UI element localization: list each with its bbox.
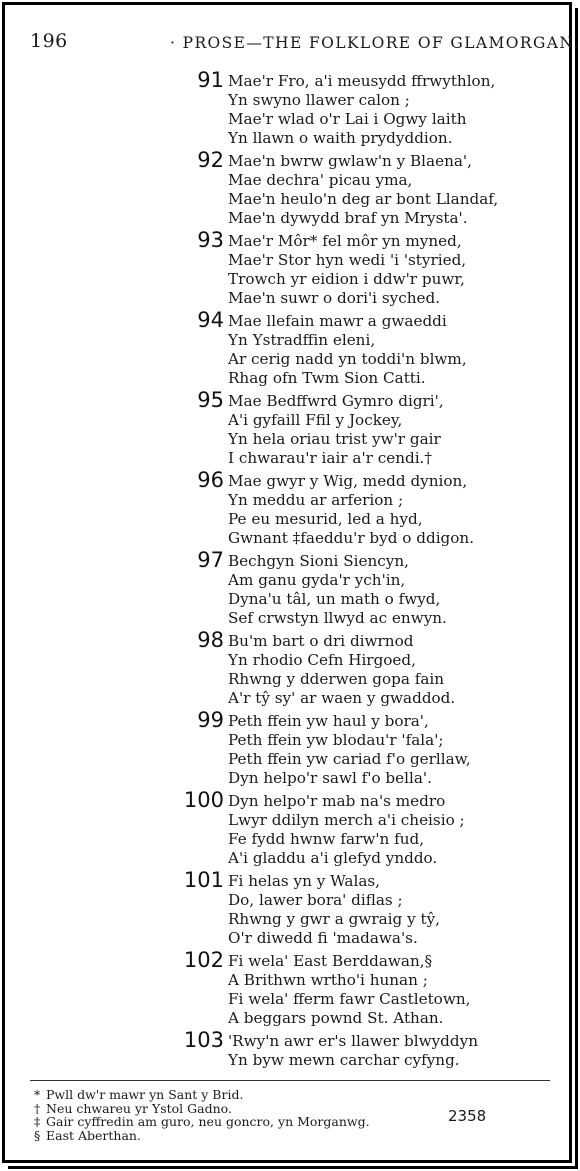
stanza-101: [0, 868, 580, 950]
verse-line: Peth ffein yw blodau'r 'fala';: [228, 731, 444, 749]
verse-line: Mae'n bwrw gwlaw'n y Blaena',: [228, 152, 472, 170]
verse-line: Fi helas yn y Walas,: [228, 872, 380, 890]
footnote-mark: †: [34, 1100, 41, 1116]
footnote-text: East Aberthan.: [46, 1127, 141, 1143]
stanza-100: [0, 788, 580, 870]
verse-line: Rhwng y dderwen gopa fain: [228, 670, 445, 688]
footnote: [34, 1129, 370, 1143]
verse-line: A'i gladdu a'i glefyd ynddo.: [228, 849, 438, 867]
footnote-text: Pwll dw'r mawr yn Sant y Brid.: [46, 1087, 244, 1102]
verse-line: A'i gyfaill Ffil y Jockey,: [228, 411, 403, 429]
verse-line: Am ganu gyda'r ych'in,: [228, 571, 406, 589]
verse-line: Peth ffein yw haul y bora',: [228, 712, 429, 730]
verse-line: Peth ffein yw cariad f'o gerllaw,: [228, 750, 471, 768]
verse-line: O'r diwedd fi 'madawa's.: [228, 929, 418, 947]
stanza-number: 98: [197, 628, 224, 652]
stanza-91: [0, 68, 580, 150]
stanza-number: 102: [183, 948, 224, 972]
verse-line: Mae gwyr y Wig, medd dynion,: [228, 472, 468, 490]
verse-line: Fi wela' fferm fawr Castletown,: [228, 990, 471, 1008]
verse-line: Bu'm bart o dri diwrnod: [228, 632, 414, 650]
stanza-number: 95: [197, 388, 224, 412]
verse-line: Mae Bedffwrd Gymro digri',: [228, 392, 444, 410]
stanza-102: [0, 948, 580, 1030]
footnotes: [34, 1088, 370, 1142]
verse-line: A'r tŷ sy' ar waen y gwaddod.: [228, 689, 456, 707]
stanza-95: [0, 388, 580, 470]
verse-line: Dyn helpo'r sawl f'o bella'.: [228, 769, 432, 787]
stanza-93: [0, 228, 580, 310]
verse-line: A Brithwn wrtho'i hunan ;: [228, 971, 428, 989]
verse-line: Rhag ofn Twm Sion Catti.: [228, 369, 426, 387]
verse-line: Dyn helpo'r mab na's medro: [228, 792, 446, 810]
stanza-number: 93: [197, 228, 224, 252]
verse-line: I chwarau'r iair a'r cendi.†: [228, 449, 432, 467]
verse-line: 'Rwy'n awr er's llawer blwyddyn: [228, 1032, 478, 1050]
verse-line: Yn swyno llawer calon ;: [228, 91, 410, 109]
stanza-number: 96: [197, 468, 224, 492]
verse-line: Yn hela oriau trist yw'r gair: [228, 430, 441, 448]
stanza-number: 100: [183, 788, 224, 812]
stanza-94: [0, 308, 580, 390]
stanza-number: 94: [197, 308, 224, 332]
footnote: [34, 1115, 370, 1129]
verse-line: Mae'n suwr o dori'i syched.: [228, 289, 441, 307]
verse-line: Ar cerig nadd yn toddi'n blwm,: [228, 350, 467, 368]
verse-line: Mae'n dywydd braf yn Mrysta'.: [228, 209, 468, 227]
verse-line: Sef crwstyn llwyd ac enwyn.: [228, 609, 447, 627]
footnote-text: Gair cyffredin am guro, neu goncro, yn Morganwg.: [46, 1114, 370, 1129]
footnote: [34, 1088, 370, 1102]
verse-line: Yn Ystradffin eleni,: [228, 331, 376, 349]
verse-line: Yn meddu ar arferion ;: [228, 491, 404, 509]
footnote-rule: [30, 1080, 550, 1081]
verse-line: Mae'n heulo'n deg ar bont Llandaf,: [228, 190, 499, 208]
verse-line: Mae llefain mawr a gwaeddi: [228, 312, 447, 330]
verse-line: Pe eu mesurid, led a hyd,: [228, 510, 423, 528]
verse-line: Yn rhodio Cefn Hirgoed,: [228, 651, 416, 669]
verse-line: Gwnant ‡faeddu'r byd o ddigon.: [228, 529, 475, 547]
stanza-number: 99: [197, 708, 224, 732]
verse-line: Lwyr ddilyn merch a'i cheisio ;: [228, 811, 465, 829]
stanza-103: [0, 1028, 580, 1072]
verse-line: Yn llawn o waith prydyddion.: [228, 129, 453, 147]
verse-line: Mae'r Stor hyn wedi 'i 'styried,: [228, 251, 467, 269]
footnote-text: Neu chwareu yr Ystol Gadno.: [46, 1100, 232, 1116]
verse-line: Yn byw mewn carchar cyfyng.: [228, 1051, 460, 1069]
verse-line: Fi wela' East Berddawan,§: [228, 952, 433, 970]
stanza-number: 92: [197, 148, 224, 172]
stanza-number: 91: [197, 68, 224, 92]
verse-line: Fe fydd hwnw farw'n fud,: [228, 830, 425, 848]
page-number: 196: [30, 30, 68, 52]
stanza-92: [0, 148, 580, 230]
verse-line: Mae'r Fro, a'i meusydd ffrwythlon,: [228, 72, 496, 90]
footnote-mark: ‡: [34, 1114, 41, 1129]
verse-line: A beggars pownd St. Athan.: [228, 1009, 444, 1027]
verse-line: Rhwng y gwr a gwraig y tŷ,: [228, 910, 441, 928]
verse-line: Mae'r Môr* fel môr yn myned,: [228, 232, 462, 250]
stanza-97: [0, 548, 580, 630]
verse-line: Mae'r wlad o'r Lai i Ogwy laith: [228, 110, 467, 128]
running-head: · PROSE—THE FOLKLORE OF GLAMORGAN.: [170, 34, 580, 52]
verse-line: Dyna'u tâl, un math o fwyd,: [228, 590, 441, 608]
footnote-mark: *: [34, 1087, 41, 1102]
verse-line: Mae dechra' picau yma,: [228, 171, 413, 189]
footnote: [34, 1102, 370, 1116]
stanza-99: [0, 708, 580, 790]
verse-line: Bechgyn Sioni Siencyn,: [228, 552, 409, 570]
stanza-96: [0, 468, 580, 550]
document-id: 2358: [448, 1107, 487, 1125]
stanza-number: 101: [183, 868, 224, 892]
stanza-number: 103: [183, 1028, 224, 1052]
stanza-98: [0, 628, 580, 710]
verse-line: Trowch yr eidion i ddw'r puwr,: [228, 270, 465, 288]
footnote-mark: §: [34, 1127, 41, 1143]
stanza-number: 97: [197, 548, 224, 572]
verse-line: Do, lawer bora' diflas ;: [228, 891, 403, 909]
